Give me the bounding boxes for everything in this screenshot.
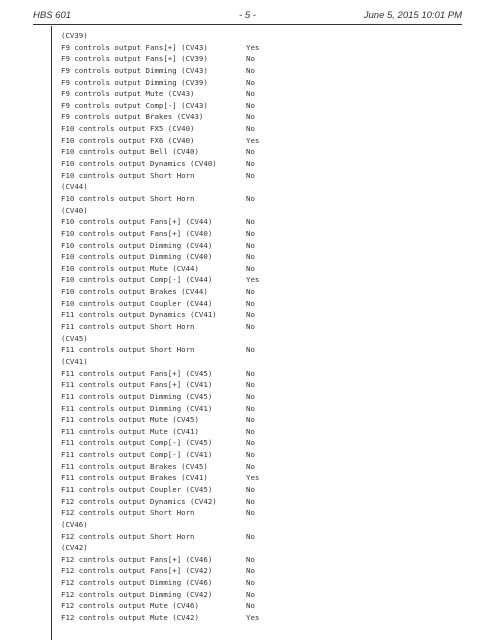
header-rule: [33, 24, 462, 25]
setting-label: F11 controls output Fans[+] (CV45): [61, 368, 213, 378]
listing-row: [61, 111, 481, 123]
listing-row: [61, 135, 481, 147]
document-title: HBS 601: [33, 10, 72, 21]
setting-value: No: [246, 298, 255, 308]
setting-value: No: [246, 65, 255, 75]
setting-value: No: [246, 554, 255, 564]
setting-value: No: [246, 112, 255, 122]
setting-value: No: [246, 287, 255, 297]
setting-label: F11 controls output Coupler (CV45): [61, 484, 213, 494]
listing-row: [61, 263, 481, 275]
setting-value: No: [246, 391, 255, 401]
listing-row: [61, 403, 481, 415]
setting-label: F10 controls output Comp[-] (CV44): [61, 275, 213, 285]
listing-row: [61, 88, 481, 100]
setting-label: (CV41): [61, 356, 88, 366]
setting-label: F12 controls output Dynamics (CV42): [61, 496, 217, 506]
setting-value: No: [246, 531, 255, 541]
listing-row: [61, 309, 481, 321]
setting-label: F9 controls output Mute (CV43): [61, 89, 195, 99]
setting-label: F12 controls output Short Horn: [61, 508, 195, 518]
listing-row: [61, 216, 481, 228]
listing-row: [61, 507, 481, 519]
setting-value: No: [246, 100, 255, 110]
listing-row: [61, 240, 481, 252]
listing-row: [61, 344, 481, 356]
setting-value: No: [246, 438, 255, 448]
setting-label: F11 controls output Comp[-] (CV45): [61, 438, 213, 448]
listing-row: [61, 193, 481, 205]
listing-row: [61, 321, 481, 333]
setting-value: No: [246, 578, 255, 588]
settings-listing: [61, 30, 481, 624]
listing-row: [61, 205, 481, 217]
setting-value: No: [246, 252, 255, 262]
setting-value: No: [246, 217, 255, 227]
listing-row: [61, 449, 481, 461]
listing-row: [61, 472, 481, 484]
setting-label: F11 controls output Mute (CV45): [61, 415, 199, 425]
setting-label: F11 controls output Fans[+] (CV41): [61, 380, 213, 390]
setting-label: F10 controls output Short Horn: [61, 170, 195, 180]
listing-row: [61, 496, 481, 508]
listing-row: [61, 181, 481, 193]
setting-label: (CV45): [61, 333, 88, 343]
setting-value: No: [246, 310, 255, 320]
listing-row: [61, 542, 481, 554]
setting-label: F10 controls output FX5 (CV40): [61, 124, 195, 134]
setting-value: No: [246, 147, 255, 157]
setting-value: No: [246, 403, 255, 413]
setting-label: F12 controls output Fans[+] (CV46): [61, 554, 213, 564]
setting-label: F10 controls output Dimming (CV40): [61, 252, 213, 262]
print-timestamp: June 5, 2015 10:01 PM: [363, 10, 462, 21]
setting-value: No: [246, 496, 255, 506]
setting-label: F11 controls output Comp[-] (CV41): [61, 450, 213, 460]
setting-value: No: [246, 54, 255, 64]
listing-row: [61, 170, 481, 182]
setting-value: No: [246, 426, 255, 436]
setting-value: No: [246, 415, 255, 425]
setting-label: F9 controls output Dimming (CV39): [61, 77, 208, 87]
setting-value: No: [246, 124, 255, 134]
listing-row: [61, 251, 481, 263]
setting-value: Yes: [246, 275, 260, 285]
setting-label: F9 controls output Dimming (CV43): [61, 65, 208, 75]
page-number: - 5 -: [239, 10, 256, 21]
setting-value: No: [246, 77, 255, 87]
setting-label: F12 controls output Dimming (CV42): [61, 589, 213, 599]
listing-row: [61, 100, 481, 112]
setting-value: No: [246, 368, 255, 378]
setting-value: No: [246, 484, 255, 494]
setting-label: F10 controls output Brakes (CV44): [61, 287, 208, 297]
listing-row: [61, 589, 481, 601]
setting-value: No: [246, 193, 255, 203]
listing-row: [61, 77, 481, 89]
listing-row: [61, 612, 481, 624]
setting-value: No: [246, 589, 255, 599]
listing-row: [61, 519, 481, 531]
setting-value: No: [246, 461, 255, 471]
setting-label: F10 controls output Dimming (CV44): [61, 240, 213, 250]
setting-label: F10 controls output Fans[+] (CV44): [61, 217, 213, 227]
listing-row: [61, 30, 481, 42]
listing-row: [61, 274, 481, 286]
setting-value: No: [246, 159, 255, 169]
listing-row: [61, 554, 481, 566]
setting-label: F10 controls output FX6 (CV40): [61, 135, 195, 145]
setting-label: F9 controls output Fans[+] (CV39): [61, 54, 208, 64]
setting-value: No: [246, 263, 255, 273]
listing-row: [61, 356, 481, 368]
margin-line: [51, 26, 52, 640]
setting-value: No: [246, 566, 255, 576]
setting-label: F11 controls output Dynamics (CV41): [61, 310, 217, 320]
setting-label: F10 controls output Short Horn: [61, 193, 195, 203]
setting-label: F11 controls output Mute (CV41): [61, 426, 199, 436]
setting-value: Yes: [246, 42, 260, 52]
listing-row: [61, 286, 481, 298]
setting-label: (CV46): [61, 519, 88, 529]
listing-row: [61, 577, 481, 589]
setting-label: F12 controls output Dimming (CV46): [61, 578, 213, 588]
setting-label: (CV44): [61, 182, 88, 192]
setting-value: No: [246, 450, 255, 460]
listing-row: [61, 461, 481, 473]
setting-value: No: [246, 240, 255, 250]
setting-label: (CV42): [61, 543, 88, 553]
listing-row: [61, 531, 481, 543]
listing-row: [61, 53, 481, 65]
setting-value: No: [246, 380, 255, 390]
setting-value: No: [246, 508, 255, 518]
listing-row: [61, 123, 481, 135]
listing-row: [61, 158, 481, 170]
setting-label: F12 controls output Mute (CV46): [61, 601, 199, 611]
listing-row: [61, 42, 481, 54]
setting-label: F10 controls output Coupler (CV44): [61, 298, 213, 308]
listing-row: [61, 414, 481, 426]
setting-label: F11 controls output Dimming (CV41): [61, 403, 213, 413]
listing-row: [61, 426, 481, 438]
listing-row: [61, 333, 481, 345]
listing-row: [61, 600, 481, 612]
setting-value: No: [246, 345, 255, 355]
setting-value: Yes: [246, 135, 260, 145]
setting-label: F11 controls output Short Horn: [61, 322, 195, 332]
listing-row: [61, 379, 481, 391]
setting-label: F11 controls output Dimming (CV45): [61, 391, 213, 401]
setting-label: F12 controls output Short Horn: [61, 531, 195, 541]
setting-value: No: [246, 228, 255, 238]
setting-label: F10 controls output Mute (CV44): [61, 263, 199, 273]
setting-label: F12 controls output Fans[+] (CV42): [61, 566, 213, 576]
setting-label: F12 controls output Mute (CV42): [61, 613, 199, 623]
setting-value: No: [246, 322, 255, 332]
listing-row: [61, 565, 481, 577]
setting-label: F11 controls output Brakes (CV45): [61, 461, 208, 471]
setting-label: F11 controls output Brakes (CV41): [61, 473, 208, 483]
setting-label: F10 controls output Bell (CV40): [61, 147, 199, 157]
listing-row: [61, 298, 481, 310]
setting-label: F9 controls output Comp[-] (CV43): [61, 100, 208, 110]
setting-label: F11 controls output Short Horn: [61, 345, 195, 355]
setting-label: F10 controls output Dynamics (CV40): [61, 159, 217, 169]
setting-value: No: [246, 601, 255, 611]
setting-label: F10 controls output Fans[+] (CV40): [61, 228, 213, 238]
listing-row: [61, 368, 481, 380]
setting-label: F9 controls output Brakes (CV43): [61, 112, 204, 122]
listing-row: [61, 228, 481, 240]
listing-row: [61, 437, 481, 449]
listing-row: [61, 484, 481, 496]
setting-value: No: [246, 170, 255, 180]
setting-value: Yes: [246, 473, 260, 483]
setting-value: No: [246, 89, 255, 99]
listing-row: [61, 65, 481, 77]
setting-value: Yes: [246, 613, 260, 623]
setting-label: (CV40): [61, 205, 88, 215]
setting-label: F9 controls output Fans[+] (CV43): [61, 42, 208, 52]
listing-row: [61, 146, 481, 158]
listing-row: [61, 391, 481, 403]
setting-label: (CV39): [61, 31, 88, 40]
